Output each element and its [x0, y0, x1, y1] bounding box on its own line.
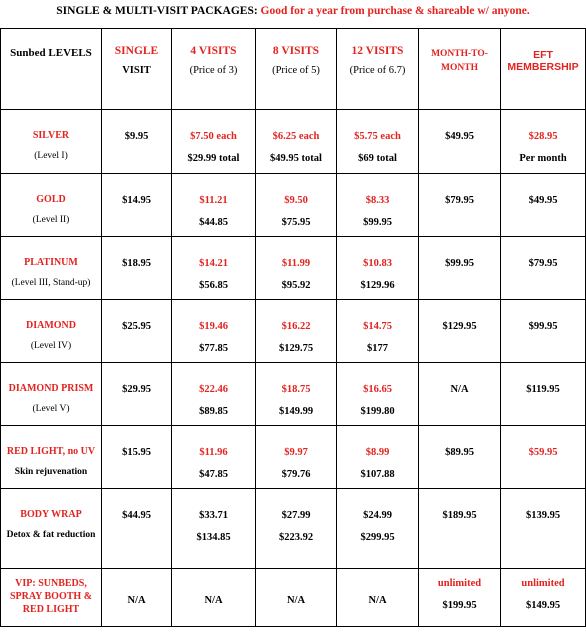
cell-level [1, 110, 102, 174]
cell-8-visits [256, 110, 337, 174]
cell-text: $139.95 [525, 510, 561, 521]
cell-text: $16.65 [363, 384, 392, 395]
cell-text: $129.96 [360, 280, 395, 291]
cell-4-visits [172, 174, 256, 237]
cell-text: unlimited [437, 578, 482, 589]
title-main: SINGLE & MULTI-VISIT PACKAGES: [56, 5, 258, 17]
cell-text: $5.75 each [354, 131, 401, 142]
cell-text: (Level II) [32, 215, 70, 225]
cell-level [1, 569, 102, 627]
cell-text: N/A [127, 595, 146, 606]
cell-text: $299.95 [360, 532, 395, 543]
cell-8-visits [256, 174, 337, 237]
cell-month [419, 110, 501, 174]
cell-text: $129.95 [442, 321, 477, 332]
cell-text: $89.95 [445, 447, 474, 458]
cell-text: $27.99 [281, 510, 311, 521]
cell-level [1, 237, 102, 300]
cell-text: $56.85 [199, 280, 228, 291]
header-12-visits: 12 VISITS (Price of 6.7) [337, 29, 419, 110]
cell-12-visits [337, 489, 419, 569]
cell-text: $77.85 [199, 343, 228, 354]
cell-text: $11.21 [199, 195, 228, 206]
cell-4-visits [172, 426, 256, 489]
table-row [1, 569, 586, 627]
cell-text: $11.99 [281, 258, 311, 269]
cell-text: (Level V) [32, 404, 70, 414]
cell-level [1, 363, 102, 426]
table-row [1, 363, 586, 426]
cell-text: $9.95 [124, 131, 149, 142]
header-4-visits: 4 VISITS (Price of 3) [172, 29, 256, 110]
cell-text: $24.99 [363, 510, 392, 521]
cell-text: BODY WRAP [20, 509, 82, 520]
cell-text: $95.92 [281, 280, 311, 291]
cell-text: unlimited [521, 578, 565, 589]
cell-text: $223.92 [278, 532, 314, 543]
cell-text: SILVER [32, 130, 70, 141]
cell-text: DIAMOND PRISM [8, 383, 94, 394]
cell-12-visits [337, 300, 419, 363]
cell-text: $119.95 [526, 384, 560, 395]
cell-text: (Level IV) [30, 341, 72, 351]
cell-text: $189.95 [442, 510, 477, 521]
cell-text: $129.75 [278, 343, 314, 354]
cell-text: $18.95 [122, 258, 151, 269]
cell-single [102, 174, 172, 237]
cell-text: $14.21 [199, 258, 228, 269]
cell-eft [501, 110, 586, 174]
cell-text: $49.95 total [270, 153, 322, 164]
cell-text: $134.85 [196, 532, 231, 543]
cell-month [419, 237, 501, 300]
header-month-to-month: MONTH-TO- MONTH [419, 29, 501, 110]
cell-text: $9.97 [284, 447, 308, 458]
cell-text: $8.33 [365, 195, 390, 206]
cell-level [1, 489, 102, 569]
header-row [1, 29, 586, 110]
table-row [1, 426, 586, 489]
cell-text: $79.76 [281, 469, 311, 480]
cell-month [419, 300, 501, 363]
cell-text: $49.95 [528, 195, 558, 206]
cell-12-visits [337, 363, 419, 426]
cell-text: (Level III, Stand-up) [11, 278, 91, 288]
cell-level [1, 426, 102, 489]
cell-text: Skin rejuvenation [14, 467, 88, 477]
table-row [1, 300, 586, 363]
cell-text: $44.85 [199, 217, 228, 228]
page-title [0, 0, 586, 28]
cell-text: $149.95 [525, 600, 561, 611]
cell-text: $19.46 [199, 321, 228, 332]
cell-text: $149.99 [278, 406, 314, 417]
cell-text: PLATINUM [24, 257, 78, 268]
cell-single [102, 426, 172, 489]
table-row [1, 174, 586, 237]
cell-text: $49.95 [445, 131, 474, 142]
cell-12-visits [337, 110, 419, 174]
cell-8-visits [256, 569, 337, 627]
cell-text: $8.99 [365, 447, 390, 458]
cell-eft [501, 300, 586, 363]
cell-eft [501, 237, 586, 300]
cell-level [1, 174, 102, 237]
cell-text: $18.75 [281, 384, 311, 395]
cell-text: N/A [450, 384, 469, 395]
cell-4-visits [172, 569, 256, 627]
cell-single [102, 363, 172, 426]
cell-4-visits [172, 363, 256, 426]
cell-text: $79.95 [445, 195, 474, 206]
cell-text: Per month [519, 153, 567, 164]
cell-text: $29.95 [122, 384, 151, 395]
cell-level [1, 300, 102, 363]
cell-single [102, 237, 172, 300]
cell-8-visits [256, 426, 337, 489]
cell-12-visits [337, 569, 419, 627]
cell-text: RED LIGHT, no UV [6, 446, 96, 457]
cell-4-visits [172, 489, 256, 569]
cell-text: $75.95 [281, 217, 311, 228]
cell-4-visits [172, 110, 256, 174]
header-single: SINGLE VISIT [102, 29, 172, 110]
cell-text: $9.50 [284, 195, 308, 206]
cell-text: $44.95 [122, 510, 151, 521]
cell-month [419, 174, 501, 237]
cell-8-visits [256, 489, 337, 569]
cell-month [419, 489, 501, 569]
cell-text: $69 total [358, 153, 397, 164]
cell-text: $47.85 [199, 469, 228, 480]
cell-eft [501, 363, 586, 426]
cell-text: $10.83 [363, 258, 392, 269]
cell-text: (Level I) [34, 151, 68, 161]
cell-eft [501, 569, 586, 627]
cell-text: $25.95 [122, 321, 151, 332]
cell-text: $79.95 [528, 258, 558, 269]
cell-text: $33.71 [199, 510, 228, 521]
cell-12-visits [337, 426, 419, 489]
cell-text: $99.95 [363, 217, 392, 228]
cell-month [419, 569, 501, 627]
cell-text: $59.95 [528, 447, 558, 458]
cell-text: $99.95 [528, 321, 558, 332]
cell-text: $14.95 [122, 195, 151, 206]
cell-eft [501, 174, 586, 237]
cell-text: $15.95 [122, 447, 151, 458]
cell-text: N/A [286, 595, 306, 606]
cell-text: $99.95 [445, 258, 474, 269]
cell-8-visits [256, 300, 337, 363]
header-levels: Sunbed LEVELS [1, 29, 102, 110]
header-8-visits: 8 VISITS (Price of 5) [256, 29, 337, 110]
title-note: Good for a year from purchase & shareable w/ anyone. [260, 5, 530, 17]
cell-text: Detox & fat reduction [6, 530, 96, 540]
cell-text: N/A [368, 595, 387, 606]
cell-text: VIP: SUNBEDS, SPRAY BOOTH & RED LIGHT [9, 578, 93, 615]
cell-month [419, 363, 501, 426]
cell-single [102, 569, 172, 627]
cell-eft [501, 426, 586, 489]
cell-eft [501, 489, 586, 569]
cell-8-visits [256, 237, 337, 300]
table-row [1, 237, 586, 300]
cell-text: $7.50 each [190, 131, 237, 142]
header-eft-membership: EFT MEMBERSHIP [501, 29, 586, 110]
cell-text: $22.46 [199, 384, 228, 395]
table-row [1, 110, 586, 174]
pricing-table [0, 28, 586, 627]
cell-text: $6.25 each [272, 131, 320, 142]
cell-single [102, 110, 172, 174]
cell-text: $16.22 [281, 321, 311, 332]
cell-4-visits [172, 237, 256, 300]
cell-text: DIAMOND [26, 320, 76, 331]
cell-month [419, 426, 501, 489]
cell-single [102, 300, 172, 363]
cell-12-visits [337, 174, 419, 237]
cell-text: $107.88 [360, 469, 395, 480]
cell-text: $199.80 [360, 406, 395, 417]
cell-text: $28.95 [528, 131, 558, 142]
table-row [1, 489, 586, 569]
cell-8-visits [256, 363, 337, 426]
cell-text: $14.75 [363, 321, 392, 332]
cell-text: GOLD [36, 194, 66, 205]
cell-text: $89.85 [199, 406, 228, 417]
cell-text: $177 [367, 343, 388, 354]
cell-text: $199.95 [442, 600, 477, 611]
cell-4-visits [172, 300, 256, 363]
cell-text: N/A [204, 595, 223, 606]
cell-12-visits [337, 237, 419, 300]
cell-text: $11.96 [199, 447, 228, 458]
cell-text: $29.99 total [187, 153, 240, 164]
cell-single [102, 489, 172, 569]
